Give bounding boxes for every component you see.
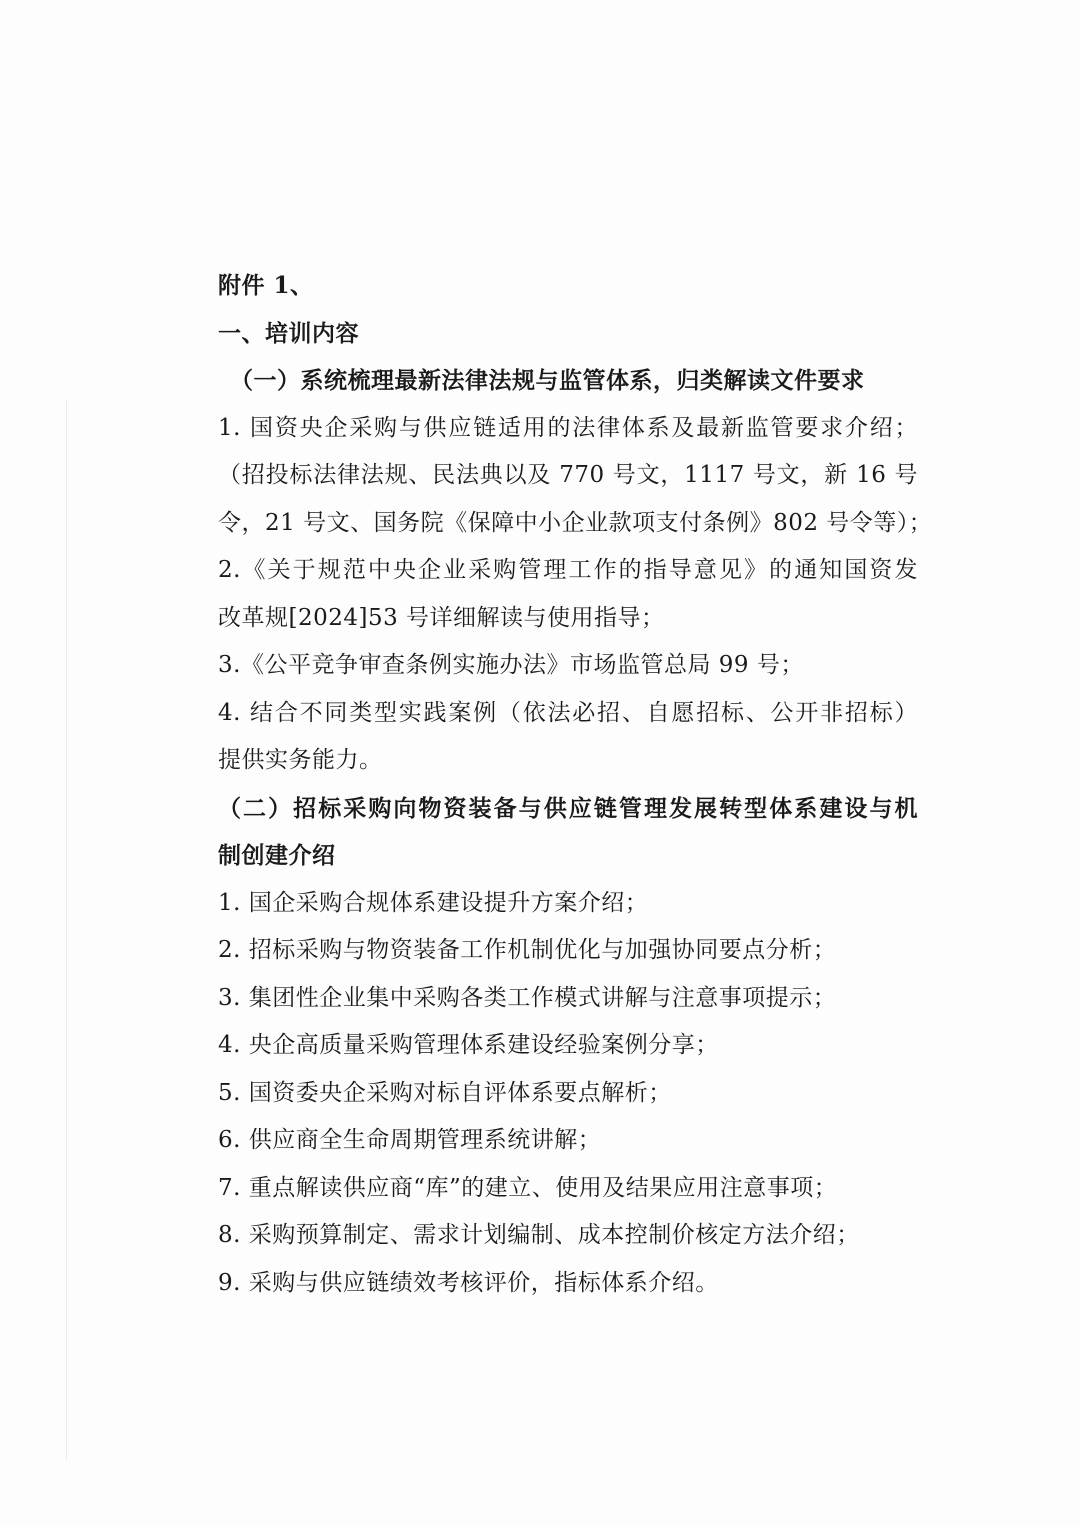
section-title: 一、培训内容 bbox=[218, 319, 359, 347]
part1-line-7: 4. 结合不同类型实践案例（依法必招、自愿招标、公开非招标） bbox=[218, 699, 918, 726]
part1-heading: （一）系统梳理最新法律法规与监管体系，归类解读文件要求 bbox=[230, 367, 865, 394]
part1-line-3: 令，21 号文、国务院《保障中小企业款项支付条例》802 号令等）； bbox=[218, 509, 933, 536]
part1-line-1: 1. 国资央企采购与供应链适用的法律体系及最新监管要求介绍； bbox=[218, 414, 918, 441]
attachment-label: 附件 1、 bbox=[218, 272, 314, 299]
part1-line-8: 提供实务能力。 bbox=[218, 747, 383, 773]
part2-line-9: 9. 采购与供应链绩效考核评价，指标体系介绍。 bbox=[218, 1269, 719, 1296]
part2-heading-line-2: 制创建介绍 bbox=[218, 842, 336, 869]
part2-line-6: 6. 供应商全生命周期管理系统讲解； bbox=[218, 1127, 602, 1153]
part2-line-4: 4. 央企高质量采购管理体系建设经验案例分享； bbox=[218, 1032, 719, 1058]
scan-edge-line bbox=[66, 400, 67, 1460]
part1-line-4: 2.《关于规范中央企业采购管理工作的指导意见》的通知国资发 bbox=[218, 557, 918, 583]
part1-line-6: 3.《公平竞争审查条例实施办法》市场监管总局 99 号； bbox=[218, 652, 804, 678]
document-body bbox=[218, 262, 933, 1307]
part1-line-2: （招投标法律法规、民法典以及 770 号文，1117 号文，新 16 号 bbox=[218, 462, 918, 488]
part2-line-3: 3. 集团性企业集中采购各类工作模式讲解与注意事项提示； bbox=[218, 984, 837, 1011]
part2-line-2: 2. 招标采购与物资装备工作机制优化与加强协同要点分析； bbox=[218, 937, 837, 963]
part2-line-8: 8. 采购预算制定、需求计划编制、成本控制价核定方法介绍； bbox=[218, 1222, 860, 1248]
part2-line-7: 7. 重点解读供应商“库”的建立、使用及结果应用注意事项； bbox=[218, 1174, 838, 1201]
part2-line-1: 1. 国企采购合规体系建设提升方案介绍； bbox=[218, 889, 649, 916]
part2-line-5: 5. 国资委央企采购对标自评体系要点解析； bbox=[218, 1079, 672, 1106]
part2-heading-line-1: （二）招标采购向物资装备与供应链管理发展转型体系建设与机 bbox=[218, 794, 918, 822]
part1-line-5: 改革规[2024]53 号详细解读与使用指导； bbox=[218, 604, 665, 631]
